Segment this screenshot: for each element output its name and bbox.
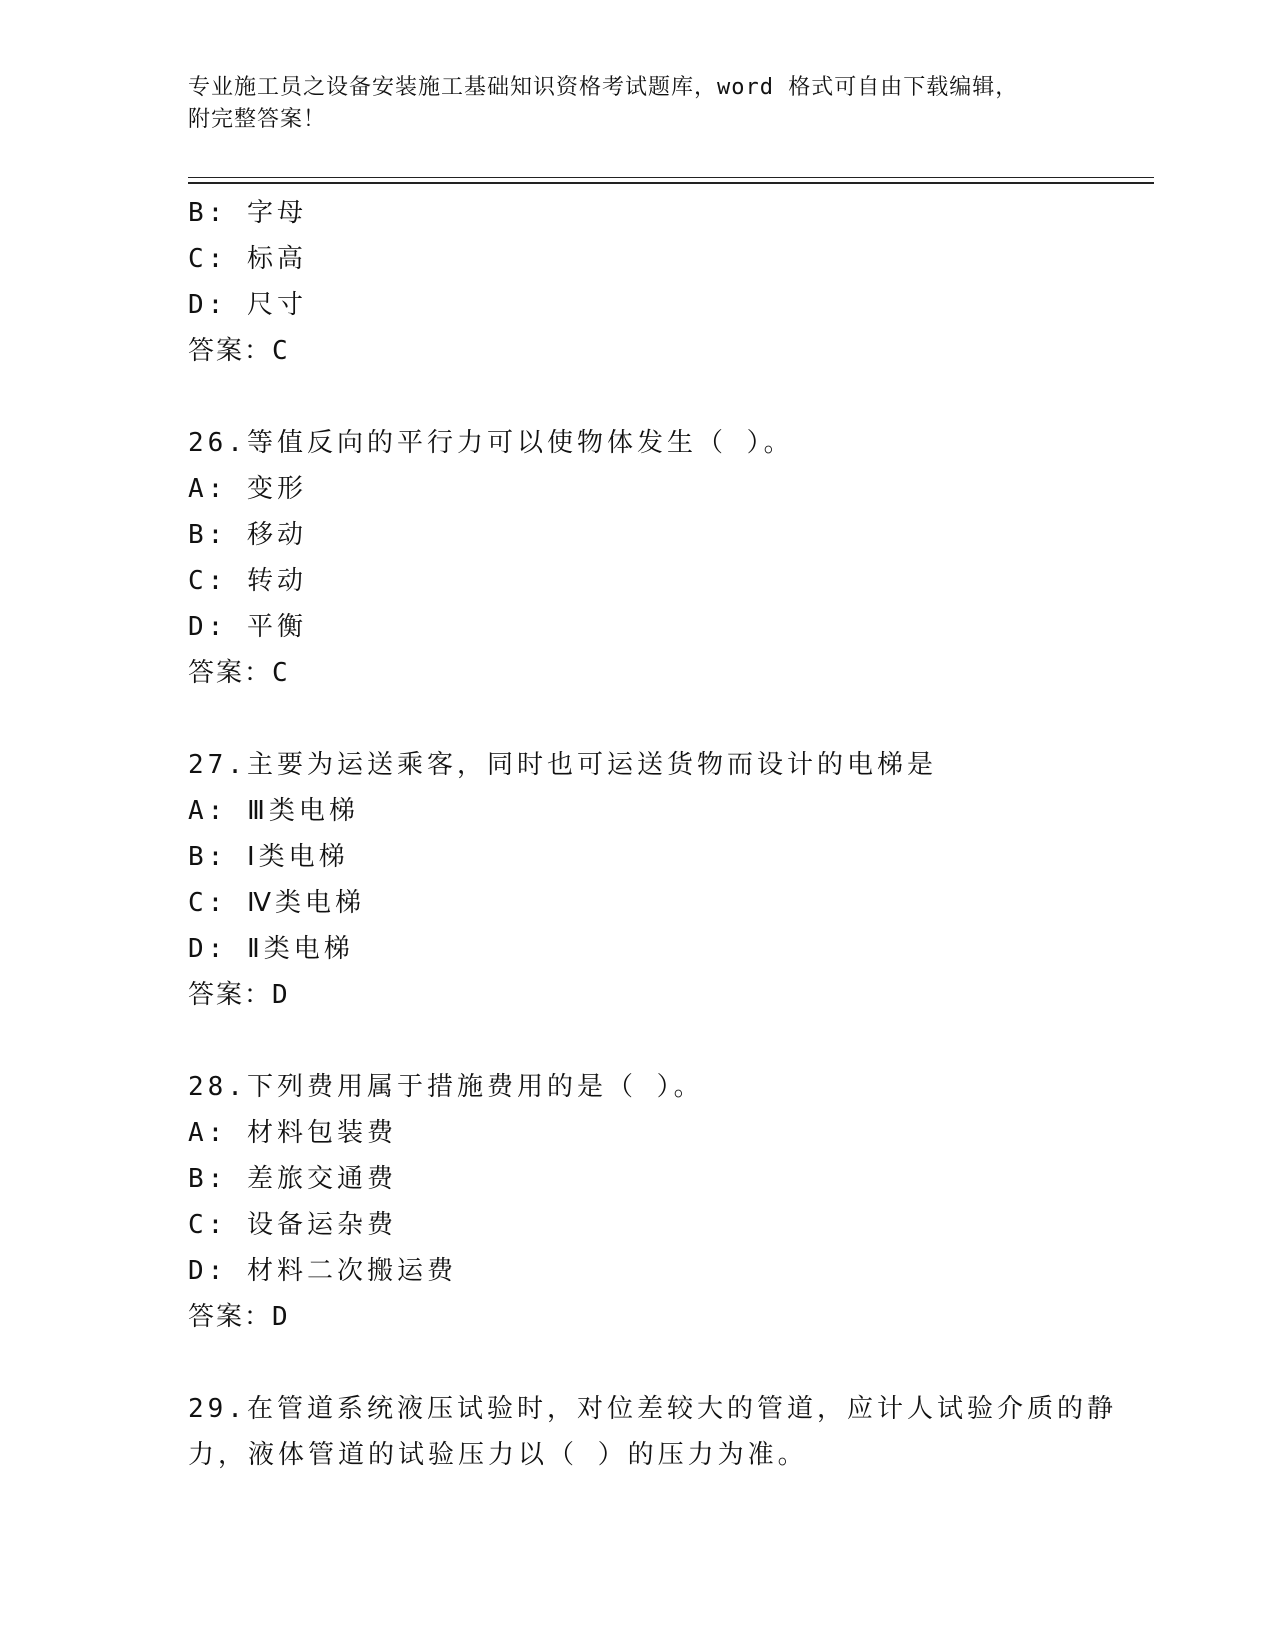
option-a: A: 材料包装费 [188,1118,397,1148]
option-b: B: Ⅰ类电梯 [188,842,349,872]
question-block-27 [188,742,1154,1018]
option-d: D: 材料二次搬运费 [188,1256,457,1286]
answer: 答案：D [188,1302,290,1332]
question-text-line-2: 力，液体管道的试验压力以（ ）的压力为准。 [188,1440,808,1470]
option-b: B: 差旅交通费 [188,1164,397,1194]
spacer [188,1340,1154,1386]
divider-thick [188,182,1154,184]
question-text: 27.主要为运送乘客，同时也可运送货物而设计的电梯是 [188,750,937,780]
header-line-1: 专业施工员之设备安装施工基础知识资格考试题库，word 格式可自由下载编辑， [188,75,1019,100]
divider-thin [188,177,1154,178]
question-block-26 [188,420,1154,696]
option-b: B: 移动 [188,520,307,550]
option-d: D: 平衡 [188,612,307,642]
header-divider [188,177,1154,184]
question-text: 28.下列费用属于措施费用的是（ ）。 [188,1072,704,1102]
answer: 答案：D [188,980,290,1010]
header-line-2: 附完整答案！ [188,107,327,132]
question-block-29 [188,1386,1154,1478]
spacer [188,374,1154,420]
question-block-28 [188,1064,1154,1340]
option-c: C: 标高 [188,244,307,274]
answer: 答案：C [188,336,290,366]
option-b: B: 字母 [188,198,307,228]
question-text: 26.等值反向的平行力可以使物体发生（ ）。 [188,428,794,458]
option-a: A: 变形 [188,474,307,504]
answer: 答案：C [188,658,290,688]
spacer [188,696,1154,742]
option-d: D: Ⅱ类电梯 [188,934,354,964]
option-d: D: 尺寸 [188,290,307,320]
option-a: A: Ⅲ类电梯 [188,796,359,826]
spacer [188,1018,1154,1064]
option-c: C: 设备运杂费 [188,1210,397,1240]
question-list [188,190,1154,1478]
option-c: C: 转动 [188,566,307,596]
question-text-line-1: 29.在管道系统液压试验时，对位差较大的管道，应计人试验介质的静 [188,1394,1117,1424]
document-header [188,72,1088,136]
question-block-25 [188,190,1154,374]
option-c: C: Ⅳ类电梯 [188,888,365,918]
